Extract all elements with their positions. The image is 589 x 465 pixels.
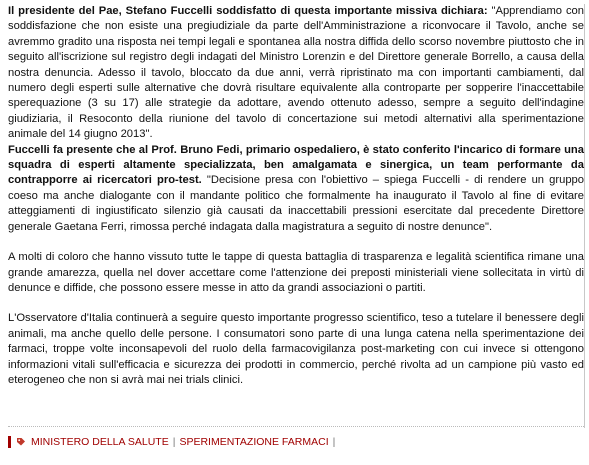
tag-link-sperimentazione-farmaci[interactable]: SPERIMENTAZIONE FARMACI xyxy=(179,436,329,448)
tag-separator: | xyxy=(172,436,176,448)
paragraph-3: A molti di coloro che hanno vissuto tutte le tappe di questa battaglia di trasparenza e legalità scientifica rimane una grande amarezza, quella nel dover accettare come l'attenzione dei preposti ministeriali viene sollecitata in virtù di denunce e diffide, che possono essere messe in atto da grandi associazioni o partiti. xyxy=(8,251,584,294)
paragraph-2 xyxy=(8,143,584,235)
footer-divider xyxy=(8,426,584,427)
paragraph-2-lead: Fuccelli fa presente che al Prof. Bruno Fedi, primario ospedaliero, è stato conferito l'incarico di formare una squadra di esperti altamente specializzata, ben amalgamata e sinergica, un team performante da contrapporre ai ricercatori pro-test. xyxy=(8,143,584,187)
paragraph-1-body: "Apprendiamo con soddisfazione che non esiste una pregiudiziale da parte dell'Amministrazione a riconvocare il Tavolo, anche se avremmo gradito una risposta nei tempi legali e spontanea alla nostra diffida dello scorso novembre piuttosto che in seguito all'iscrizione sul registro degli indagati del Ministro Lorenzin e del Direttore generale Borrello, a causa della nostra denuncia. Adesso il tavolo, bloccato da due anni, verrà ripristinato ma con importanti cambiamenti, dal numero degli esperti sulle alternative che dovrà risultare equivalente alla controparte per sopperire l'inaccettabile sperequazione (3 su 17) alle strategie da adottare, avendo ottenuto adesso, sempre a seguito dell'indagine giudiziaria, il Resoconto della riunione del tavolo di concertazione sui metodi alternativi alla sperimentazione animale del 14 giugno 2013". xyxy=(8,5,584,141)
tag-separator: | xyxy=(332,436,336,448)
tag-bar xyxy=(8,436,339,448)
paragraph-4: L'Osservatore d'Italia continuerà a seguire questo importante progresso scientifico, teso a tutelare il benessere degli animali, ma anche quello delle persone. I consumatori sono parte di una lunga catena nella sperimentazione dei farmaci, troppe volte inconsapevoli del ruolo della farmacovigilanza post-marketing con cui invece si ottengono informazioni vitali sull'efficacia e sicurezza dei prodotti in commercio, perché rivolta ad un campione più vasto ed eterogeneo che non si avrà mai nei trials clinici. xyxy=(8,312,584,386)
tag-link-ministero-della-salute[interactable]: MINISTERO DELLA SALUTE xyxy=(31,436,169,448)
tag-icon xyxy=(16,437,26,447)
tag-bar-accent xyxy=(8,436,11,448)
paragraph-2-body: "Decisione presa con l'obiettivo – spiega Fuccelli - di rendere un gruppo coeso ma anche dialogante con il mandante politico che formalmente ha inaugurato il Tavolo al fine di evitare atteggiamenti di ingiustificato silenzio già causati da inaccettabili pressioni esercitate dal precedente Direttore generale Gaetana Ferri, rimossa perché indagata dalla magistratura a seguito di nostre denunce". xyxy=(8,174,584,233)
article-body xyxy=(8,4,585,428)
paragraph-1 xyxy=(8,4,584,143)
paragraph-1-lead: Il presidente del Pae, Stefano Fuccelli soddisfatto di questa importante missiva dichiara: xyxy=(8,5,488,17)
